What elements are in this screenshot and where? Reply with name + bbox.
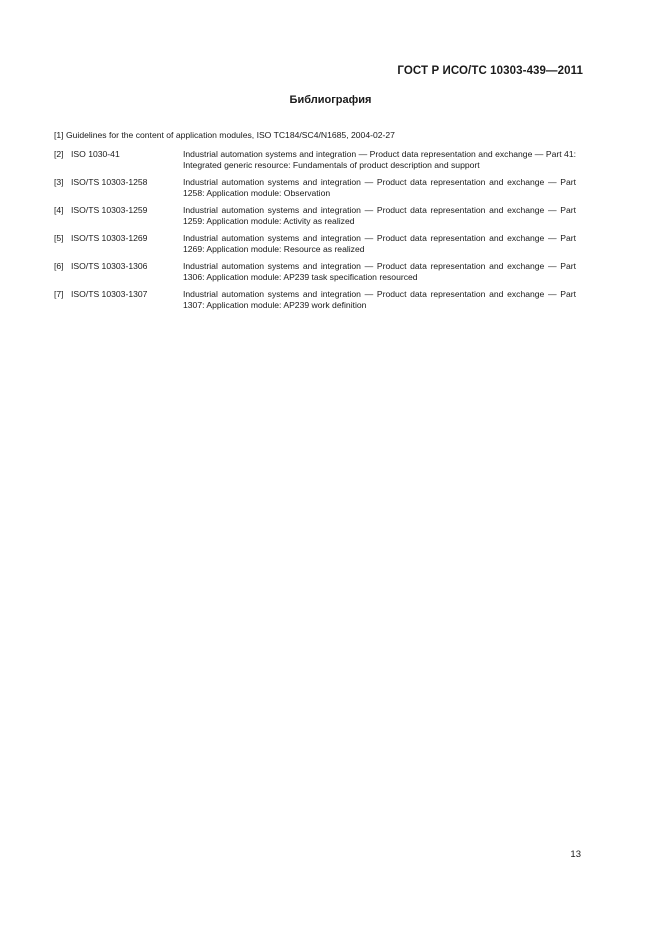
bibliography-entry-reference: ISO 1030-41 xyxy=(71,149,120,160)
bibliography-entry-title: Industrial automation systems and integration — Product data representation and exchange — Part 41: Integrated generic resource: Fundamentals of product description and support xyxy=(183,149,576,171)
bibliography-entry xyxy=(54,261,576,283)
bibliography-entry-number: [1] xyxy=(54,130,64,140)
bibliography-entry xyxy=(54,233,576,255)
bibliography-entry-number: [6] xyxy=(54,260,64,271)
bibliography-entry-number: [4] xyxy=(54,205,64,216)
bibliography-entry-title: Industrial automation systems and integration — Product data representation and exchange — Part 1307: Application module: AP239 work definition xyxy=(183,288,576,310)
bibliography-entry-reference: ISO/TS 10303-1306 xyxy=(71,260,148,271)
bibliography-entry-title: Industrial automation systems and integration — Product data representation and exchange — Part 1306: Application module: AP239 task specification resourced xyxy=(183,260,576,283)
bibliography-entry-title: Industrial automation systems and integration — Product data representation and exchange — Part 1269: Application module: Resource as realized xyxy=(183,232,576,255)
bibliography-entry-text: Guidelines for the content of application modules, ISO TC184/SC4/N1685, 2004-02-27 xyxy=(65,130,395,140)
section-title: Библиография xyxy=(289,94,372,106)
bibliography-entry-number: [3] xyxy=(54,177,64,188)
bibliography-entry-title: Industrial automation systems and integration — Product data representation and exchange — Part 1258: Application module: Observation xyxy=(183,177,576,199)
bibliography-entry-reference: ISO/TS 10303-1258 xyxy=(71,177,148,188)
bibliography-entry xyxy=(54,205,576,227)
bibliography-entry-number: [5] xyxy=(54,232,64,243)
bibliography-entry xyxy=(54,130,576,141)
bibliography-entry xyxy=(54,177,576,199)
bibliography-entry-number: [7] xyxy=(54,288,64,299)
bibliography-entry-title: Industrial automation systems and integration — Product data representation and exchange — Part 1259: Application module: Activity as realized xyxy=(183,205,576,227)
page-number: 13 xyxy=(570,849,581,860)
bibliography-entry-reference: ISO/TS 10303-1259 xyxy=(71,205,148,216)
bibliography-entry xyxy=(54,149,576,171)
bibliography-list xyxy=(54,130,576,317)
document-standard-code: ГОСТ Р ИСО/ТС 10303-439—2011 xyxy=(397,65,583,77)
bibliography-entry-number: [2] xyxy=(54,149,64,160)
bibliography-entry-reference: ISO/TS 10303-1307 xyxy=(71,288,148,299)
bibliography-entry xyxy=(54,289,576,311)
bibliography-entry-reference: ISO/TS 10303-1269 xyxy=(71,232,148,243)
